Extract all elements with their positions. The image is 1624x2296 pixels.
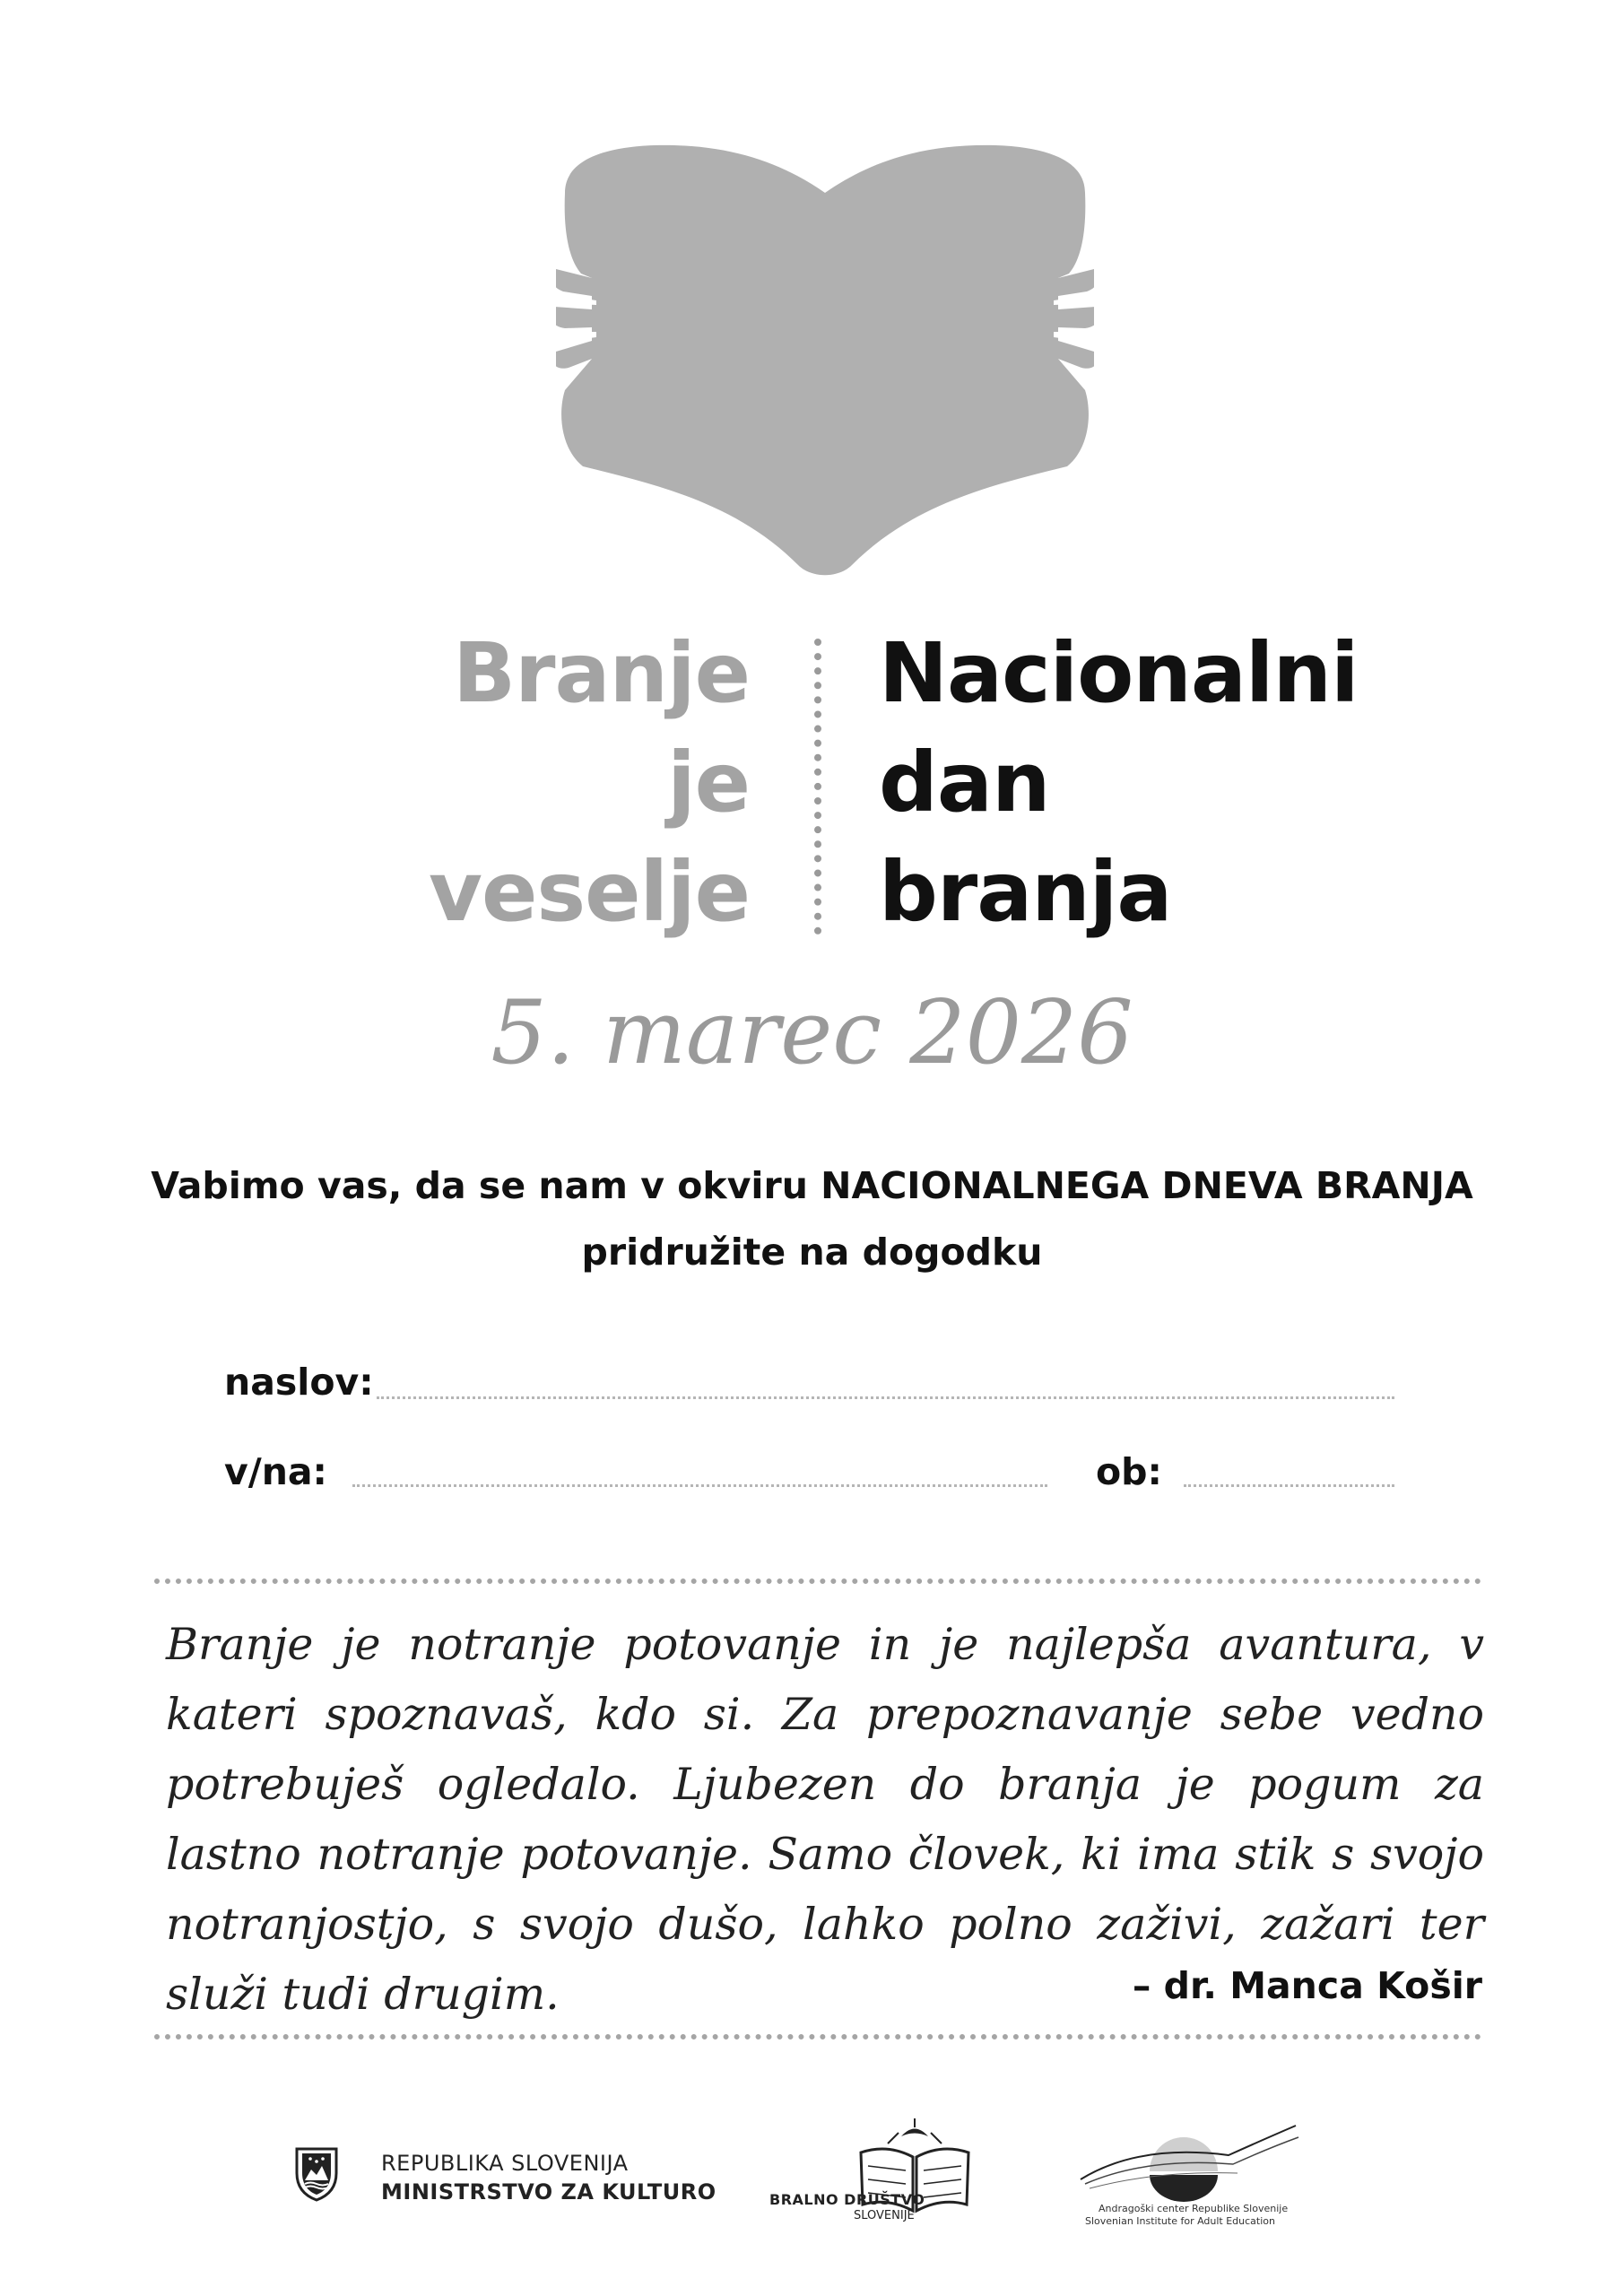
left-hand-finger — [556, 307, 592, 328]
slogan-right-line: dan — [879, 735, 1050, 831]
slogan-right-line: branja — [879, 844, 1172, 940]
right-hand-finger — [1058, 341, 1094, 369]
reading-heart-logo-icon — [556, 144, 1094, 583]
heart-book-shape — [561, 145, 1089, 575]
andragoski-center-emblem-icon — [1076, 2121, 1300, 2206]
location-field-label: v/na: — [224, 1450, 327, 1493]
event-date: 5. marec 2026 — [491, 982, 1133, 1084]
bralno-line-1: BRALNO DRUŠTVO — [769, 2191, 925, 2208]
time-fill-line[interactable] — [1184, 1484, 1394, 1487]
title-field-label: naslov: — [224, 1361, 374, 1404]
acs-line-2: Slovenian Institute for Adult Education — [1085, 2215, 1275, 2227]
top-separator — [154, 1578, 1481, 1584]
invitation-line-1: Vabimo vas, da se nam v okviru NACIONALNEGA DNEVA BRANJA — [151, 1164, 1473, 1207]
bottom-separator — [154, 2034, 1481, 2039]
ministry-line-2: MINISTRSTVO ZA KULTURO — [381, 2179, 716, 2205]
slogan-right-line: Nacionalni — [879, 625, 1359, 721]
location-fill-line[interactable] — [352, 1484, 1047, 1487]
slogan-left-line: veselje — [429, 844, 750, 940]
quote-author: – dr. Manca Košir — [1132, 1964, 1482, 2007]
time-field-label: ob: — [1096, 1450, 1162, 1493]
invitation-line-2: pridružite na dogodku — [581, 1231, 1043, 1274]
slogan-left-line: je — [667, 735, 750, 831]
slogan-divider — [814, 639, 821, 935]
quote-text: Branje je notranje potovanje in je najlepša avantura, v kateri spoznavaš, kdo si. Za prepoznavanje sebe vedno potrebuješ ogledalo. Ljubezen do branja je pogum za lastno notranje potovanje. Samo človek, ki ima stik s svojo notranjostjo, s svojo dušo, lahko polno zaživi, zažari ter služi tudi drugim. — [166, 1619, 1484, 2020]
slogan-left-line: Branje — [452, 625, 750, 721]
right-hand-finger — [1058, 307, 1094, 328]
slovenia-coat-of-arms-icon — [294, 2146, 339, 2202]
title-fill-line[interactable] — [377, 1396, 1394, 1399]
bralno-line-2: SLOVENIJE — [854, 2209, 915, 2222]
left-hand-finger — [556, 341, 592, 369]
ministry-line-1: REPUBLIKA SLOVENIJA — [381, 2151, 629, 2176]
acs-line-1: Andragoški center Republike Slovenije — [1099, 2203, 1289, 2214]
